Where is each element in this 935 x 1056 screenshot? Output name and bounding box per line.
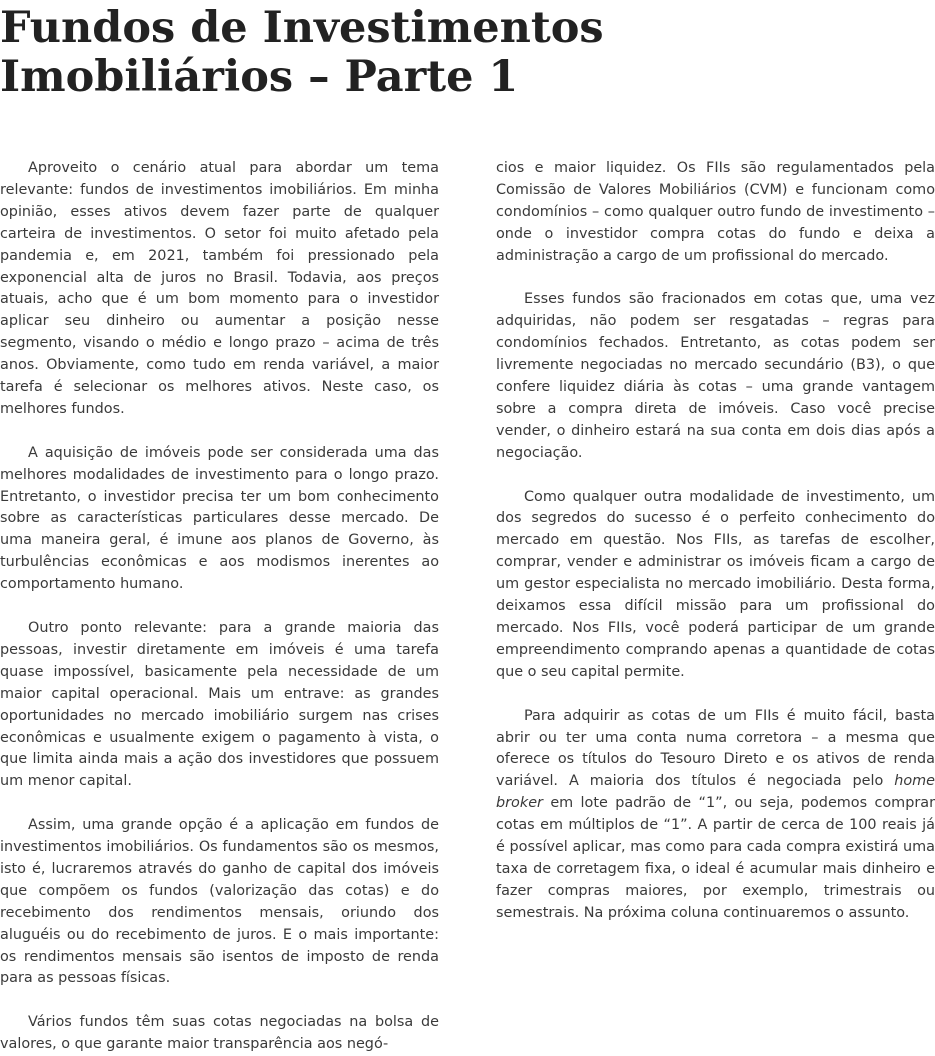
paragraph-continuation: cios e maior liquidez. Os FIIs são regulamentados pela Comissão de Valores Mobiliários (CVM) e funcionam como condomínios – como qualquer outro fundo de investimento – onde o investidor compra cotas do fundo e deixa a administração a cargo de um profissional do mercado. (496, 160, 935, 264)
paragraph-text: Para adquirir as cotas de um FIIs é muito fácil, basta abrir ou ter uma conta numa corretora – a mesma que oferece os títulos do Tesouro Direto e os ativos de renda variável. A maioria dos títulos é negociada pelo (496, 707, 935, 790)
paragraph: Aproveito o cenário atual para abordar um tema relevante: fundos de investimentos imobiliários. Em minha opinião, esses ativos devem fazer parte de qualquer carteira de investimentos. O setor foi muito afetado pela pandemia e, em 2021, também foi pressionado pela exponencial alta de juros no Brasil. Todavia, aos preços atuais, acho que é um bom momento para o investidor aplicar seu dinheiro ou aumentar a posição nesse segmento, visando o médio e longo prazo – acima de três anos. Obviamente, como tudo em renda variável, a maior tarefa é selecionar os melhores ativos. Neste caso, os melhores fundos. (0, 160, 439, 417)
paragraph: Outro ponto relevante: para a grande maioria das pessoas, investir diretamente em imóveis é uma tarefa quase impossível, basicamente pela necessidade de um maior capital operacional. Mais um entrave: as grandes oportunidades no mercado imobiliário surgem nas crises econômicas e usualmente exigem o pagamento à vista, o que limita ainda mais a ação dos investidores que possuem um menor capital. (0, 620, 439, 790)
paragraph-text: em lote padrão de “1”, ou seja, podemos comprar cotas em múltiplos de “1”. A partir de cerca de 100 reais já é possível aplicar, mas como para cada compra existirá uma taxa de corretagem fixa, o ideal é acumular mais dinheiro e fazer compras maiores, por exemplo, trimestrais ou semestrais. Na próxima coluna continuaremos o assunto. (496, 795, 935, 921)
paragraph: Como qualquer outra modalidade de investimento, um dos segredos do sucesso é o perfeito conhecimento do mercado em questão. Nos FIIs, as tarefas de escolher, comprar, vender e administrar os imóveis ficam a cargo de um gestor especialista no mercado imobiliário. Desta forma, deixamos essa difícil missão para um profissional do mercado. Nos FIIs, você poderá participar de um grande empreendimento comprando apenas a quantidade de cotas que o seu capital permite. (496, 488, 935, 680)
paragraph: A aquisição de imóveis pode ser considerada uma das melhores modalidades de investimento para o longo prazo. Entretanto, o investidor precisa ter um bom conhecimento sobre as características particulares desse mercado. De uma maneira geral, é imune aos planos de Governo, às turbulências econômicas e aos modismos inerentes ao comportamento humano. (0, 444, 439, 593)
paragraph-last (496, 706, 935, 925)
article-title-line-2: Imobiliários – Parte 1 (0, 52, 519, 102)
right-column (496, 158, 935, 925)
italic-term: home broker (496, 773, 935, 812)
article-title (0, 4, 935, 102)
article-title-line-1: Fundos de Investimentos (0, 3, 604, 53)
paragraph: Vários fundos têm suas cotas negociadas na bolsa de valores, o que garante maior transparência aos negó- (0, 1014, 439, 1053)
left-column (0, 158, 439, 1056)
paragraph: Assim, uma grande opção é a aplicação em fundos de investimentos imobiliários. Os fundamentos são os mesmos, isto é, lucraremos através do ganho de capital dos imóveis que compõem os fundos (valorização das cotas) e do recebimento dos rendimentos mensais, oriundo dos aluguéis ou do recebimento de juros. E o mais importante: os rendimentos mensais são isentos de imposto de renda para as pessoas físicas. (0, 817, 439, 987)
paragraph: Esses fundos são fracionados em cotas que, uma vez adquiridas, não podem ser resgatadas – regras para condomínios fechados. Entretanto, as cotas podem ser livremente negociadas no mercado secundário (B3), o que confere liquidez diária às cotas – uma grande vantagem sobre a compra direta de imóveis. Caso você precise vender, o dinheiro estará na sua conta em dois dias após a negociação. (496, 291, 935, 461)
